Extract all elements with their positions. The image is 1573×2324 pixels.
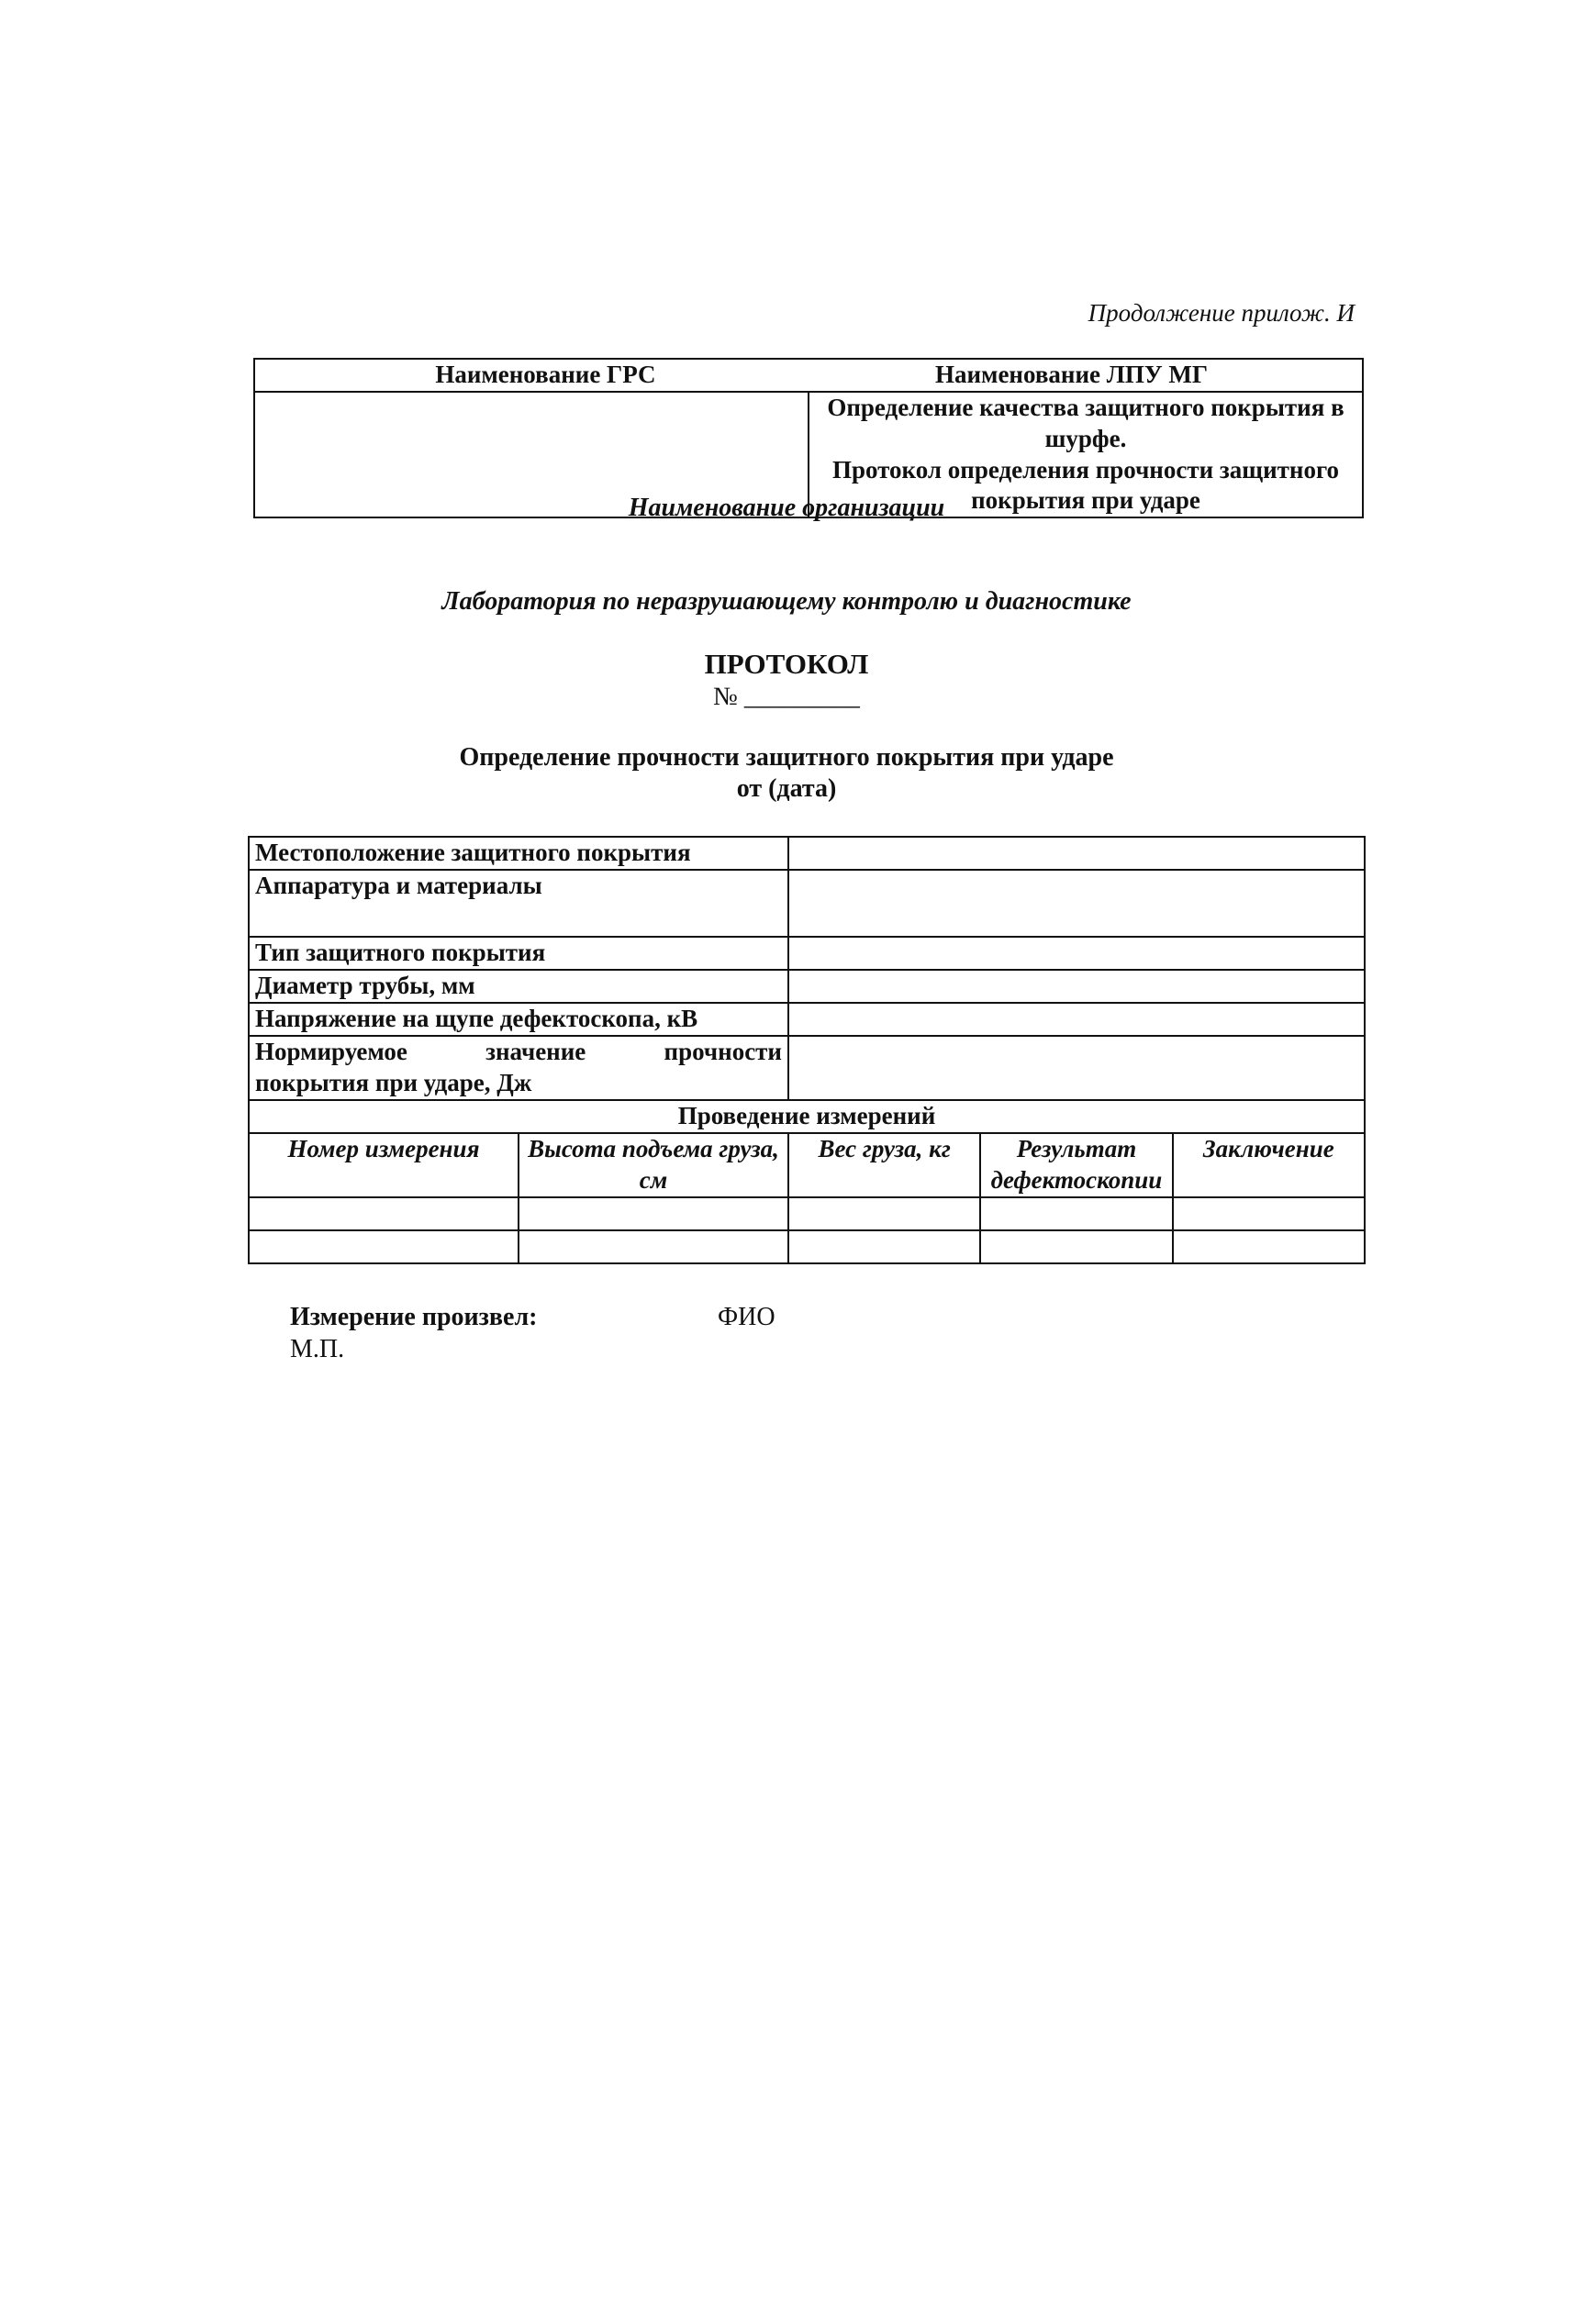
cell-result[interactable] bbox=[980, 1197, 1172, 1230]
row-equipment-label: Аппаратура и материалы bbox=[249, 870, 788, 937]
row-equipment-value[interactable] bbox=[788, 870, 1365, 937]
cell-number[interactable] bbox=[249, 1197, 519, 1230]
cell-height[interactable] bbox=[519, 1230, 788, 1263]
laboratory-name: Лаборатория по неразрушающему контролю и диагностике bbox=[441, 587, 1132, 616]
protocol-table bbox=[248, 836, 1366, 1264]
stamp-label: М.П. bbox=[290, 1335, 345, 1363]
protocol-number-blank: _________ bbox=[743, 683, 860, 711]
measured-by-label: Измерение произвел: bbox=[290, 1303, 538, 1331]
lpu-name-label: Наименование ЛПУ МГ bbox=[935, 361, 1209, 388]
norm-word-3: прочности bbox=[664, 1038, 782, 1065]
row-voltage-value[interactable] bbox=[788, 1003, 1365, 1036]
protocol-number-label: № bbox=[713, 683, 738, 711]
row-location-value[interactable] bbox=[788, 837, 1365, 870]
grs-name-label: Наименование ГРС bbox=[435, 361, 656, 388]
protocol-subject: Определение прочности защитного покрытия при ударе bbox=[459, 743, 1114, 772]
col-header-result: Результат дефектоскопии bbox=[980, 1133, 1172, 1197]
row-norm-label bbox=[249, 1036, 788, 1100]
row-norm-value[interactable] bbox=[788, 1036, 1365, 1100]
protocol-date: от (дата) bbox=[736, 774, 837, 803]
col-header-weight: Вес груза, кг bbox=[788, 1133, 980, 1197]
continuation-note: Продолжение прилож. И bbox=[1088, 299, 1355, 327]
row-coating-type-value[interactable] bbox=[788, 937, 1365, 970]
organization-name: Наименование организации bbox=[628, 494, 945, 522]
row-diameter-value[interactable] bbox=[788, 970, 1365, 1003]
cell-number[interactable] bbox=[249, 1230, 519, 1263]
header-title-line1: Определение качества защитного покрытия в шурфе. bbox=[827, 394, 1344, 452]
norm-word-2: значение bbox=[485, 1038, 586, 1065]
cell-weight[interactable] bbox=[788, 1230, 980, 1263]
row-diameter-label: Диаметр трубы, мм bbox=[249, 970, 788, 1003]
row-voltage-label: Напряжение на щупе дефектоскопа, кВ bbox=[249, 1003, 788, 1036]
col-header-height: Высота подъема груза, см bbox=[519, 1133, 788, 1197]
header-title-line2: Протокол определения прочности защитного покрытия при ударе bbox=[831, 455, 1340, 515]
protocol-title: ПРОТОКОЛ bbox=[704, 648, 869, 680]
row-location-label: Местоположение защитного покрытия bbox=[249, 837, 788, 870]
measurements-title: Проведение измерений bbox=[249, 1100, 1365, 1133]
norm-word-1: Нормируемое bbox=[255, 1038, 407, 1065]
fio-label: ФИО bbox=[718, 1303, 775, 1331]
cell-height[interactable] bbox=[519, 1197, 788, 1230]
table-row bbox=[249, 1197, 1365, 1230]
norm-line-2: покрытия при ударе, Дж bbox=[255, 1068, 532, 1096]
col-header-number: Номер измерения bbox=[249, 1133, 519, 1197]
header-names-row bbox=[254, 359, 1363, 392]
cell-conclusion[interactable] bbox=[1173, 1197, 1365, 1230]
cell-weight[interactable] bbox=[788, 1197, 980, 1230]
table-row bbox=[249, 1230, 1365, 1263]
cell-conclusion[interactable] bbox=[1173, 1230, 1365, 1263]
cell-result[interactable] bbox=[980, 1230, 1172, 1263]
col-header-conclusion: Заключение bbox=[1173, 1133, 1365, 1197]
row-coating-type-label: Тип защитного покрытия bbox=[249, 937, 788, 970]
